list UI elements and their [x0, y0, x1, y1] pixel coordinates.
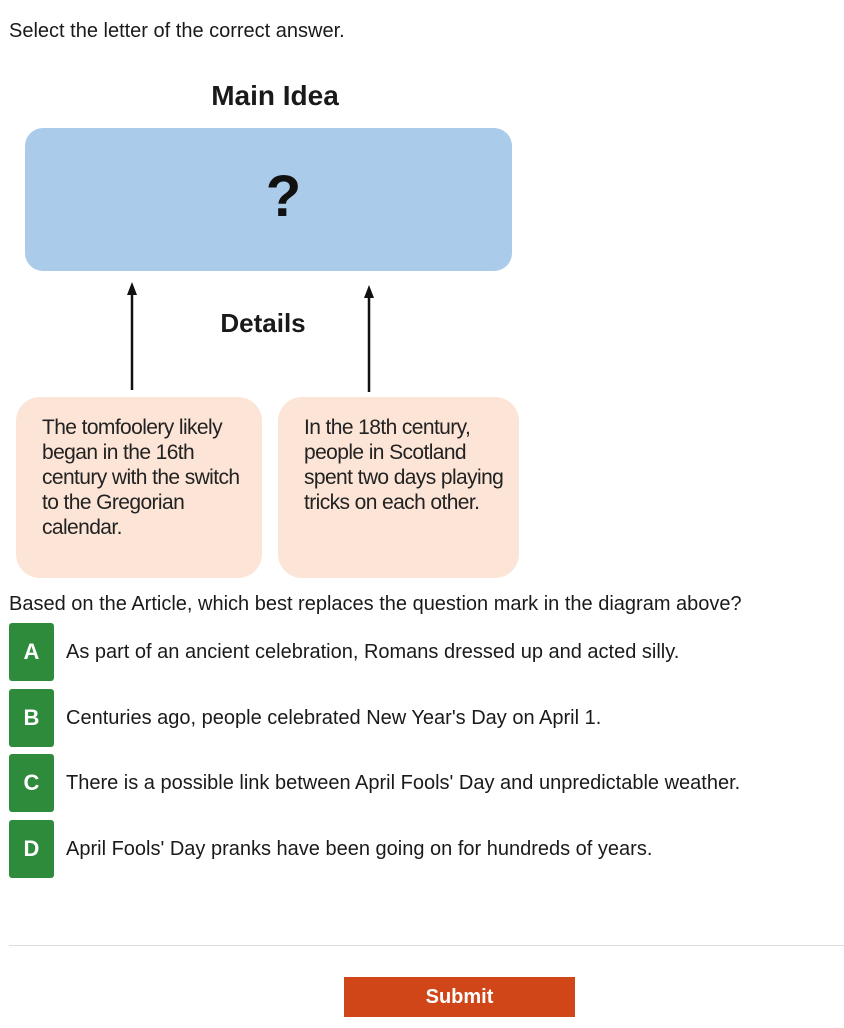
choice-letter-d[interactable]: D	[9, 820, 54, 878]
choice-b[interactable]	[9, 689, 819, 747]
submit-button[interactable]: Submit	[344, 977, 575, 1017]
choice-text-b[interactable]: Centuries ago, people celebrated New Year's Day on April 1.	[66, 707, 602, 729]
divider	[9, 945, 844, 946]
choice-c[interactable]	[9, 754, 819, 812]
choice-text-d[interactable]: April Fools' Day pranks have been going on for hundreds of years.	[66, 838, 653, 860]
choice-letter-a[interactable]: A	[9, 623, 54, 681]
arrowhead-right	[364, 285, 374, 298]
main-idea-title: Main Idea	[211, 80, 339, 111]
choice-letter-c[interactable]: C	[9, 754, 54, 812]
detail-box-2: In the 18th century, people in Scotland spent two days playing tricks on each other.	[278, 397, 519, 578]
main-idea-diagram	[0, 0, 540, 590]
instruction-text: Select the letter of the correct answer.	[9, 20, 345, 42]
detail-box-1: The tomfoolery likely began in the 16th century with the switch to the Gregorian calendar.	[16, 397, 262, 578]
question-text: Based on the Article, which best replaces the question mark in the diagram above?	[9, 593, 742, 615]
arrowhead-left	[127, 282, 137, 295]
choice-a[interactable]	[9, 623, 819, 681]
choice-d[interactable]	[9, 820, 819, 878]
details-title: Details	[220, 308, 306, 338]
choice-letter-b[interactable]: B	[9, 689, 54, 747]
choice-text-c[interactable]: There is a possible link between April Fools' Day and unpredictable weather.	[66, 772, 741, 794]
detail-arrows	[0, 0, 540, 400]
main-idea-placeholder: ?	[265, 164, 302, 229]
choice-text-a[interactable]: As part of an ancient celebration, Romans dressed up and acted silly.	[66, 641, 680, 663]
